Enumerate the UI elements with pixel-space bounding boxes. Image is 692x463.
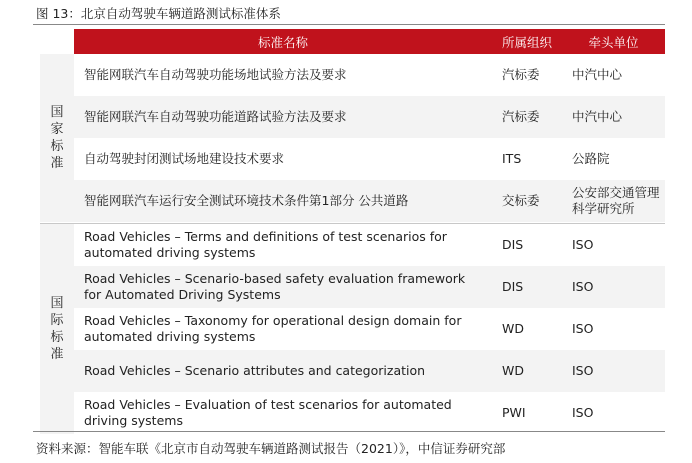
table-row (40, 224, 665, 266)
source-note: 资料来源：智能车联《北京市自动驾驶车辆道路测试报告（2021）》，中信证券研究部 (36, 441, 506, 456)
top-rule (33, 24, 665, 25)
standard-name: 智能网联汽车自动驾驶功能场地试验方法及要求 (84, 67, 347, 82)
standard-org: 汽标委 (492, 96, 562, 138)
standard-lead: ISO (572, 405, 594, 420)
standard-name: 智能网联汽车自动驾驶功能道路试验方法及要求 (74, 96, 492, 138)
table-row (40, 350, 665, 392)
table-row (40, 54, 665, 96)
standard-lead: ISO (562, 350, 665, 392)
standard-lead: ISO (562, 266, 665, 308)
table-row (40, 96, 665, 138)
category-international: 国际标准 (40, 224, 74, 434)
standard-org: DIS (492, 266, 562, 308)
table-row (40, 138, 665, 180)
standard-org: ITS (502, 151, 522, 166)
table-row (40, 266, 665, 308)
standard-name: Road Vehicles – Terms and definitions of test scenarios for automated driving systems (84, 229, 447, 260)
standard-org: WD (502, 321, 524, 336)
table-row (40, 308, 665, 350)
table-row (40, 180, 665, 222)
standard-lead: 公安部交通管理科学研究所 (562, 180, 665, 222)
table-row (40, 392, 665, 434)
standard-lead: ISO (572, 237, 594, 252)
standard-name: 智能网联汽车运行安全测试环境技术条件第1部分 公共道路 (74, 180, 492, 222)
header-lead: 牵头单位 (562, 29, 665, 54)
standard-name: Road Vehicles – Evaluation of test scenarios for automated driving systems (84, 397, 452, 428)
standard-org: 汽标委 (502, 67, 540, 82)
table-header-row (40, 29, 665, 54)
standard-lead: 公路院 (572, 151, 610, 166)
figure-title: 图 13：北京自动驾驶车辆道路测试标准体系 (36, 6, 281, 21)
standard-org: WD (492, 350, 562, 392)
standard-lead: 中汽中心 (562, 96, 665, 138)
bottom-rule (33, 431, 665, 432)
standard-name: Road Vehicles – Scenario attributes and categorization (74, 350, 492, 392)
category-national: 国家标准 (40, 54, 74, 222)
header-blank (40, 29, 74, 54)
header-org: 所属组织 (492, 29, 562, 54)
standard-lead: ISO (572, 321, 594, 336)
standard-org: PWI (502, 405, 526, 420)
standard-name: Road Vehicles – Taxonomy for operational design domain for automated driving systems (84, 313, 462, 344)
standard-org: DIS (502, 237, 524, 252)
standard-lead: 中汽中心 (572, 67, 623, 82)
standards-table (40, 29, 665, 434)
header-name: 标准名称 (74, 29, 492, 54)
standard-name: 自动驾驶封闭测试场地建设技术要求 (84, 151, 285, 166)
standard-name: Road Vehicles – Scenario-based safety evaluation framework for Automated Driving Systems (74, 266, 492, 308)
standard-org: 交标委 (492, 180, 562, 222)
